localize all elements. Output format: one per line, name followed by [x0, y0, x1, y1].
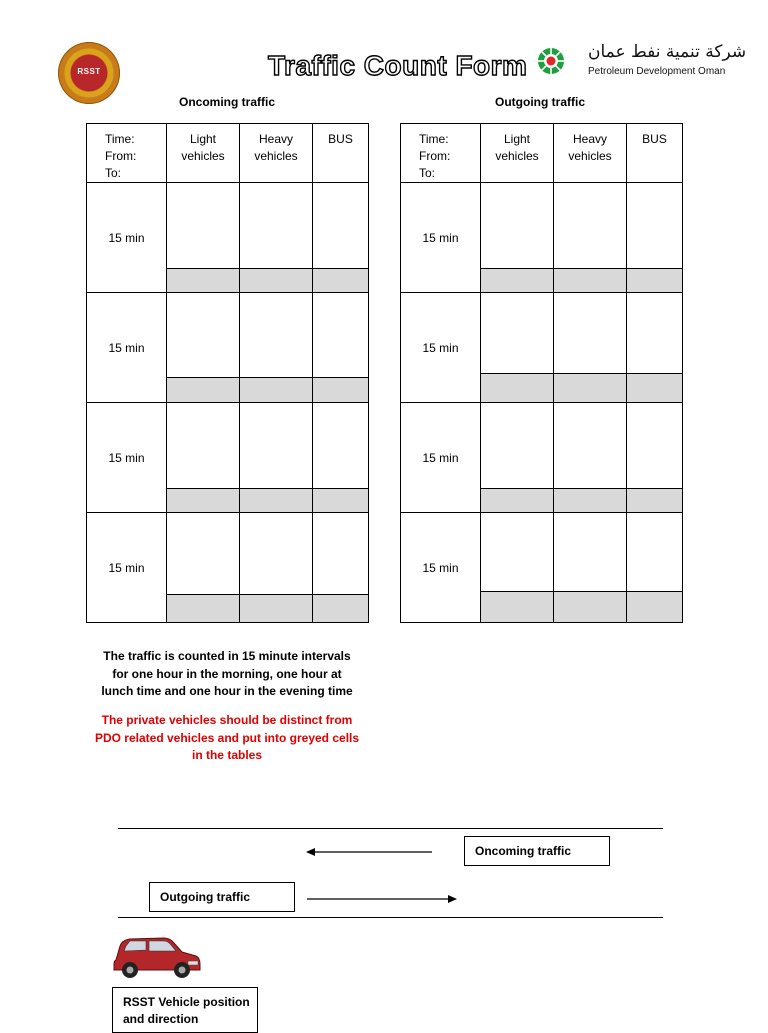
count-cell[interactable] — [167, 293, 240, 378]
pdo-count-cell[interactable] — [313, 269, 369, 293]
page-title: Traffic Count Form — [268, 50, 528, 81]
count-cell[interactable] — [554, 403, 627, 489]
road-edge-top — [118, 828, 663, 829]
time-header: Time: From: To: — [401, 124, 481, 183]
interval-label: 15 min — [401, 293, 481, 403]
oncoming-caption: Oncoming traffic — [179, 95, 276, 109]
count-cell[interactable] — [627, 293, 683, 374]
pdo-count-cell[interactable] — [554, 374, 627, 403]
count-cell[interactable] — [481, 293, 554, 374]
count-cell[interactable] — [240, 403, 313, 489]
oncoming-table — [86, 123, 369, 623]
pdo-count-cell[interactable] — [554, 269, 627, 293]
count-cell[interactable] — [240, 513, 313, 595]
pdo-count-cell[interactable] — [481, 592, 554, 623]
pdo-count-cell[interactable] — [313, 595, 369, 623]
rsst-vehicle-label: RSST Vehicle position and direction — [112, 987, 258, 1033]
pdo-count-cell[interactable] — [481, 269, 554, 293]
bus-header: BUS — [627, 124, 683, 183]
pdo-count-cell[interactable] — [554, 489, 627, 513]
pdo-count-cell[interactable] — [240, 489, 313, 513]
pdo-count-cell[interactable] — [167, 378, 240, 403]
count-cell[interactable] — [627, 403, 683, 489]
road-edge-bottom — [118, 917, 663, 918]
interval-label: 15 min — [87, 183, 167, 293]
pdo-count-cell[interactable] — [481, 489, 554, 513]
pdo-count-cell[interactable] — [313, 378, 369, 403]
oncoming-traffic-label: Oncoming traffic — [464, 836, 610, 866]
private-vehicle-instructions: The private vehicles should be distinct from PDO related vehicles and put into greyed cells in the tables — [94, 713, 360, 762]
count-cell[interactable] — [554, 183, 627, 269]
left-arrow-icon — [304, 844, 434, 860]
outgoing-table — [400, 123, 683, 623]
interval-label: 15 min — [87, 513, 167, 623]
interval-label: 15 min — [401, 183, 481, 293]
pdo-count-cell[interactable] — [313, 489, 369, 513]
count-cell[interactable] — [554, 293, 627, 374]
rsst-logo-text: RSST — [77, 67, 101, 76]
pdo-count-cell[interactable] — [481, 374, 554, 403]
heavy-vehicles-header: Heavy vehicles — [240, 124, 313, 183]
pdo-count-cell[interactable] — [240, 269, 313, 293]
count-cell[interactable] — [627, 513, 683, 592]
car-icon — [110, 932, 202, 982]
outgoing-caption: Outgoing traffic — [495, 95, 585, 109]
pdo-count-cell[interactable] — [627, 489, 683, 513]
rsst-logo — [58, 42, 120, 104]
pdo-english-name: Petroleum Development Oman — [588, 66, 726, 77]
pdo-arabic-name: شركة تنمية نفط عمان — [588, 42, 747, 62]
count-cell[interactable] — [481, 183, 554, 269]
count-cell[interactable] — [240, 293, 313, 378]
pdo-count-cell[interactable] — [240, 378, 313, 403]
heavy-vehicles-header: Heavy vehicles — [554, 124, 627, 183]
pdo-count-cell[interactable] — [167, 595, 240, 623]
count-cell[interactable] — [554, 513, 627, 592]
outgoing-traffic-label: Outgoing traffic — [149, 882, 295, 912]
count-cell[interactable] — [313, 293, 369, 378]
bus-header: BUS — [313, 124, 369, 183]
light-vehicles-header: Light vehicles — [167, 124, 240, 183]
pdo-count-cell[interactable] — [167, 489, 240, 513]
count-cell[interactable] — [627, 183, 683, 269]
light-vehicles-header: Light vehicles — [481, 124, 554, 183]
count-cell[interactable] — [240, 183, 313, 269]
pdo-count-cell[interactable] — [627, 592, 683, 623]
count-cell[interactable] — [313, 513, 369, 595]
right-arrow-icon — [305, 891, 461, 907]
count-cell[interactable] — [481, 513, 554, 592]
count-cell[interactable] — [167, 403, 240, 489]
pdo-count-cell[interactable] — [167, 269, 240, 293]
pdo-count-cell[interactable] — [240, 595, 313, 623]
interval-label: 15 min — [87, 403, 167, 513]
count-cell[interactable] — [313, 183, 369, 269]
interval-label: 15 min — [87, 293, 167, 403]
count-cell[interactable] — [481, 403, 554, 489]
pdo-logo-icon — [536, 46, 566, 76]
time-header: Time: From: To: — [87, 124, 167, 183]
pdo-count-cell[interactable] — [627, 269, 683, 293]
pdo-count-cell[interactable] — [554, 592, 627, 623]
interval-label: 15 min — [401, 403, 481, 513]
count-cell[interactable] — [167, 513, 240, 595]
count-cell[interactable] — [313, 403, 369, 489]
count-cell[interactable] — [167, 183, 240, 269]
counting-instructions: The traffic is counted in 15 minute intervals for one hour in the morning, one hour at lunch time and one hour in the evening time — [101, 649, 353, 698]
interval-label: 15 min — [401, 513, 481, 623]
pdo-count-cell[interactable] — [627, 374, 683, 403]
